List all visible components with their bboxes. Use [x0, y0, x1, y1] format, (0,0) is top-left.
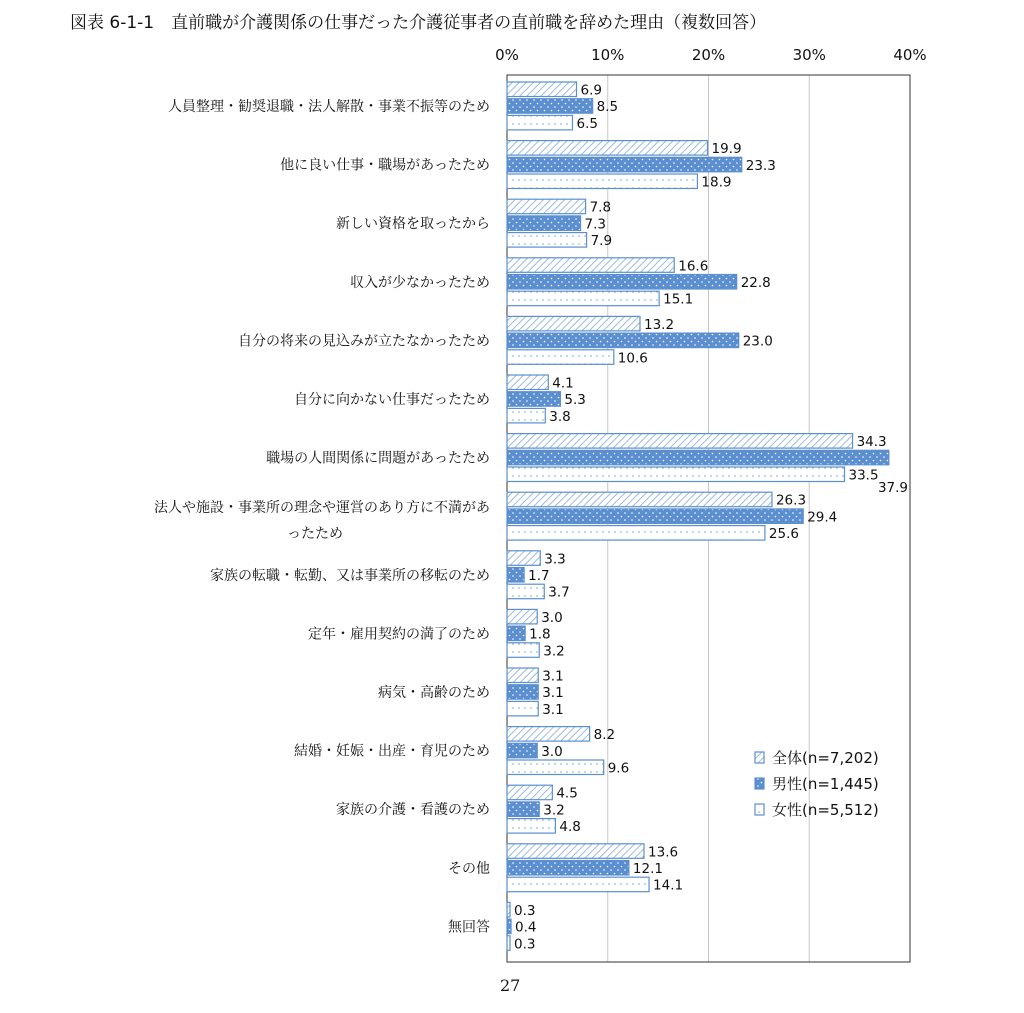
value-label-male: 29.4: [807, 509, 838, 526]
category-label: 結婚・妊娠・出産・育児のため: [294, 743, 490, 760]
bar-female: [507, 526, 765, 541]
bar-total: [507, 375, 548, 390]
legend-swatch: [755, 752, 764, 763]
bar-total: [507, 316, 640, 331]
bar-female: [507, 936, 510, 951]
category-label: 家族の介護・看護のため: [336, 802, 490, 819]
bar-female: [507, 467, 845, 482]
category-label: 法人や施設・事業所の理念や運営のあり方に不満があ: [154, 500, 490, 517]
value-label-male: 1.8: [529, 626, 551, 643]
legend: [755, 749, 879, 819]
value-label-male: 3.2: [543, 802, 565, 819]
category-label: 病気・高齢のため: [378, 684, 490, 701]
value-label-female: 33.5: [848, 467, 879, 484]
bar-total: [507, 609, 537, 624]
bar-male: [507, 626, 525, 641]
value-label-female: 6.5: [576, 115, 598, 132]
bar-female: [507, 877, 649, 892]
value-label-total: 13.6: [648, 844, 679, 861]
bar-total: [507, 82, 577, 97]
x-tick-label: 40%: [893, 46, 927, 64]
legend-label: 男性(n=1,445): [772, 775, 879, 793]
bar-male: [507, 275, 737, 290]
bar-female: [507, 350, 614, 365]
value-label-female: 3.1: [542, 701, 564, 718]
x-tick-label: 10%: [591, 46, 625, 64]
value-label-male: 5.3: [564, 392, 586, 409]
category-label: 収入が少なかったため: [350, 274, 490, 291]
bar-female: [507, 115, 572, 129]
category-label: 新しい資格を取ったから: [336, 216, 490, 233]
category-label: 職場の人間関係に問題があったため: [266, 450, 490, 467]
bar-male: [507, 216, 581, 231]
value-label-male: 8.5: [596, 99, 619, 116]
bar-male: [507, 802, 539, 817]
bar-total: [507, 668, 538, 683]
bar-male: [507, 861, 629, 876]
bar-female: [507, 701, 538, 716]
value-label-total: 16.6: [678, 258, 709, 275]
category-label: 定年・雇用契約の満了のため: [308, 626, 490, 643]
value-label-male: 37.9: [877, 479, 908, 496]
bar-female: [507, 291, 659, 306]
value-label-female: 7.9: [590, 233, 613, 250]
value-label-female: 10.6: [617, 350, 648, 367]
value-label-total: 7.8: [589, 199, 612, 216]
value-label-female: 25.6: [768, 526, 799, 543]
value-label-total: 6.9: [580, 82, 603, 99]
category-label: 他に良い仕事・職場があったため: [280, 157, 490, 174]
value-label-total: 34.3: [856, 434, 887, 451]
value-label-female: 15.1: [663, 291, 694, 308]
value-label-total: 3.0: [541, 609, 563, 626]
value-label-male: 23.3: [745, 157, 776, 174]
value-label-total: 8.2: [593, 727, 616, 744]
bar-total: [507, 844, 644, 859]
bar-female: [507, 174, 697, 189]
bar-male: [507, 919, 511, 934]
value-label-female: 3.7: [548, 584, 570, 601]
bar-male: [507, 568, 524, 583]
legend-swatch: [755, 778, 764, 789]
bar-total: [507, 551, 540, 566]
value-label-male: 3.0: [541, 743, 563, 760]
value-label-female: 0.3: [514, 936, 536, 953]
x-tick-label: 20%: [691, 46, 726, 64]
bar-total: [507, 199, 586, 214]
bar-male: [507, 392, 560, 407]
bar-total: [507, 902, 510, 917]
bar-male: [507, 509, 803, 524]
category-label-continued: ったため: [287, 526, 343, 543]
bar-male: [507, 743, 537, 758]
category-label: 自分の将来の見込みが立たなかったため: [238, 333, 490, 350]
bar-total: [507, 492, 772, 507]
category-label: 自分に向かない仕事だったため: [294, 391, 490, 408]
bar-female: [507, 233, 587, 248]
value-label-female: 3.8: [549, 408, 571, 425]
bar-male: [507, 333, 739, 348]
category-label: その他: [448, 860, 490, 877]
value-label-total: 4.5: [556, 785, 578, 802]
bar-male: [507, 685, 538, 700]
value-label-male: 3.1: [542, 685, 564, 702]
bar-male: [507, 450, 889, 465]
x-tick-label: 0%: [495, 46, 519, 64]
bar-total: [507, 727, 590, 742]
category-label: 人員整理・勧奨退職・法人解散・事業不振等のため: [168, 98, 490, 115]
chart-title: 図表 6-1-1 直前職が介護関係の仕事だった介護従事者の直前職を辞めた理由（複数回答）: [70, 13, 767, 33]
bar-female: [507, 643, 539, 658]
value-label-total: 13.2: [643, 316, 675, 333]
value-label-female: 14.1: [653, 877, 684, 894]
value-label-male: 0.4: [515, 919, 537, 936]
value-label-male: 22.8: [740, 275, 771, 291]
legend-swatch: [755, 804, 764, 815]
value-label-female: 3.2: [543, 643, 565, 660]
category-label: 家族の転職・転勤、又は事業所の移転のため: [210, 567, 490, 584]
bar-male: [507, 99, 593, 114]
value-label-male: 23.0: [742, 333, 773, 350]
bar-total: [507, 141, 707, 156]
bar-female: [507, 408, 545, 423]
bar-total: [507, 434, 853, 449]
value-label-male: 12.1: [632, 861, 663, 877]
bar-total: [507, 785, 552, 800]
bar-female: [507, 819, 555, 834]
value-label-total: 0.3: [514, 902, 536, 919]
bar-female: [507, 760, 604, 775]
bar-female: [507, 584, 544, 599]
category-label: 無回答: [448, 919, 490, 936]
value-label-total: 3.3: [544, 551, 566, 568]
value-label-male: 1.7: [528, 568, 550, 584]
legend-label: 女性(n=5,512): [772, 801, 879, 819]
bar-total: [507, 258, 674, 273]
value-label-total: 26.3: [775, 492, 807, 509]
legend-label: 全体(n=7,202): [772, 749, 879, 767]
value-label-total: 4.1: [552, 375, 574, 392]
value-label-male: 7.3: [584, 216, 607, 233]
value-label-female: 18.9: [701, 174, 732, 191]
value-label-total: 3.1: [542, 668, 564, 685]
value-label-female: 4.8: [559, 819, 581, 836]
value-label-female: 9.6: [607, 760, 630, 777]
bar-male: [507, 157, 742, 172]
x-tick-label: 30%: [792, 46, 826, 64]
page-number: 27: [500, 976, 521, 995]
value-label-total: 19.9: [711, 141, 742, 158]
